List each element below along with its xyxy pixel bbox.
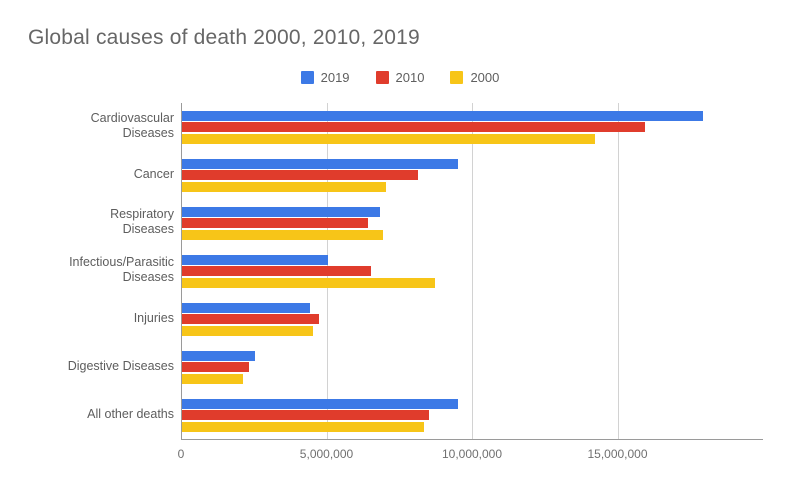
bar-group [87, 391, 763, 439]
category-label [0, 311, 174, 326]
bar-2010[interactable] [182, 362, 249, 372]
x-tick-label: 0 [177, 447, 185, 461]
bar-2000[interactable] [182, 230, 383, 240]
legend-item-2010[interactable] [376, 70, 425, 85]
category-label [0, 167, 174, 182]
bar-2000[interactable] [182, 326, 313, 336]
legend-swatch-icon [450, 71, 463, 84]
legend-label: 2010 [395, 70, 425, 85]
category-label-line: Digestive Diseases [67, 358, 174, 373]
bar-2000[interactable] [182, 182, 386, 192]
bar-2019[interactable] [182, 399, 458, 409]
legend-swatch-icon [376, 71, 389, 84]
bar-2010[interactable] [182, 170, 418, 180]
bar-2019[interactable] [182, 159, 458, 169]
bar-group [69, 247, 763, 295]
bar-2019[interactable] [182, 207, 380, 217]
x-tick-label: 5,000,000 [299, 447, 354, 461]
plot-area [67, 103, 763, 461]
chart-legend [0, 70, 800, 85]
category-label [0, 111, 174, 141]
bar-2019[interactable] [182, 303, 310, 313]
bar-group [67, 343, 763, 391]
x-tick-label: 10,000,000 [441, 447, 503, 461]
category-label-line: Diseases [122, 222, 174, 236]
category-label [0, 207, 174, 237]
bar-2019[interactable] [182, 351, 255, 361]
category-label [0, 255, 174, 285]
bar-2000[interactable] [182, 278, 435, 288]
category-label-line: All other deaths [87, 406, 174, 421]
legend-item-2019[interactable] [301, 70, 350, 85]
category-label-line: Infectious/Parasitic [69, 255, 174, 269]
legend-item-2000[interactable] [450, 70, 499, 85]
bar-2000[interactable] [182, 374, 243, 384]
category-label-line: Cardiovascular [90, 111, 174, 125]
x-tick-label: 15,000,000 [587, 447, 648, 461]
category-label-line: Respiratory [110, 207, 174, 221]
bar-2010[interactable] [182, 122, 645, 132]
bar-group [90, 103, 763, 151]
category-label-line: Injuries [133, 310, 174, 325]
x-axis-line [181, 439, 763, 440]
category-label [0, 359, 174, 374]
bar-group [133, 295, 763, 343]
bar-2010[interactable] [182, 314, 319, 324]
bar-2010[interactable] [182, 218, 368, 228]
category-label [0, 407, 174, 422]
category-label-line: Diseases [122, 270, 174, 284]
bar-group [133, 151, 763, 199]
bar-2000[interactable] [182, 134, 595, 144]
bar-group [110, 199, 763, 247]
bar-2000[interactable] [182, 422, 424, 432]
category-label-line: Cancer [133, 166, 174, 181]
bar-2019[interactable] [182, 111, 703, 121]
legend-label: 2019 [320, 70, 350, 85]
bar-2019[interactable] [182, 255, 328, 265]
category-label-line: Diseases [122, 126, 174, 140]
legend-label: 2000 [470, 70, 500, 85]
bar-2010[interactable] [182, 266, 371, 276]
bar-2010[interactable] [182, 410, 429, 420]
legend-swatch-icon [301, 71, 314, 84]
page-title: Global causes of death 2000, 2010, 2019 [28, 26, 420, 49]
